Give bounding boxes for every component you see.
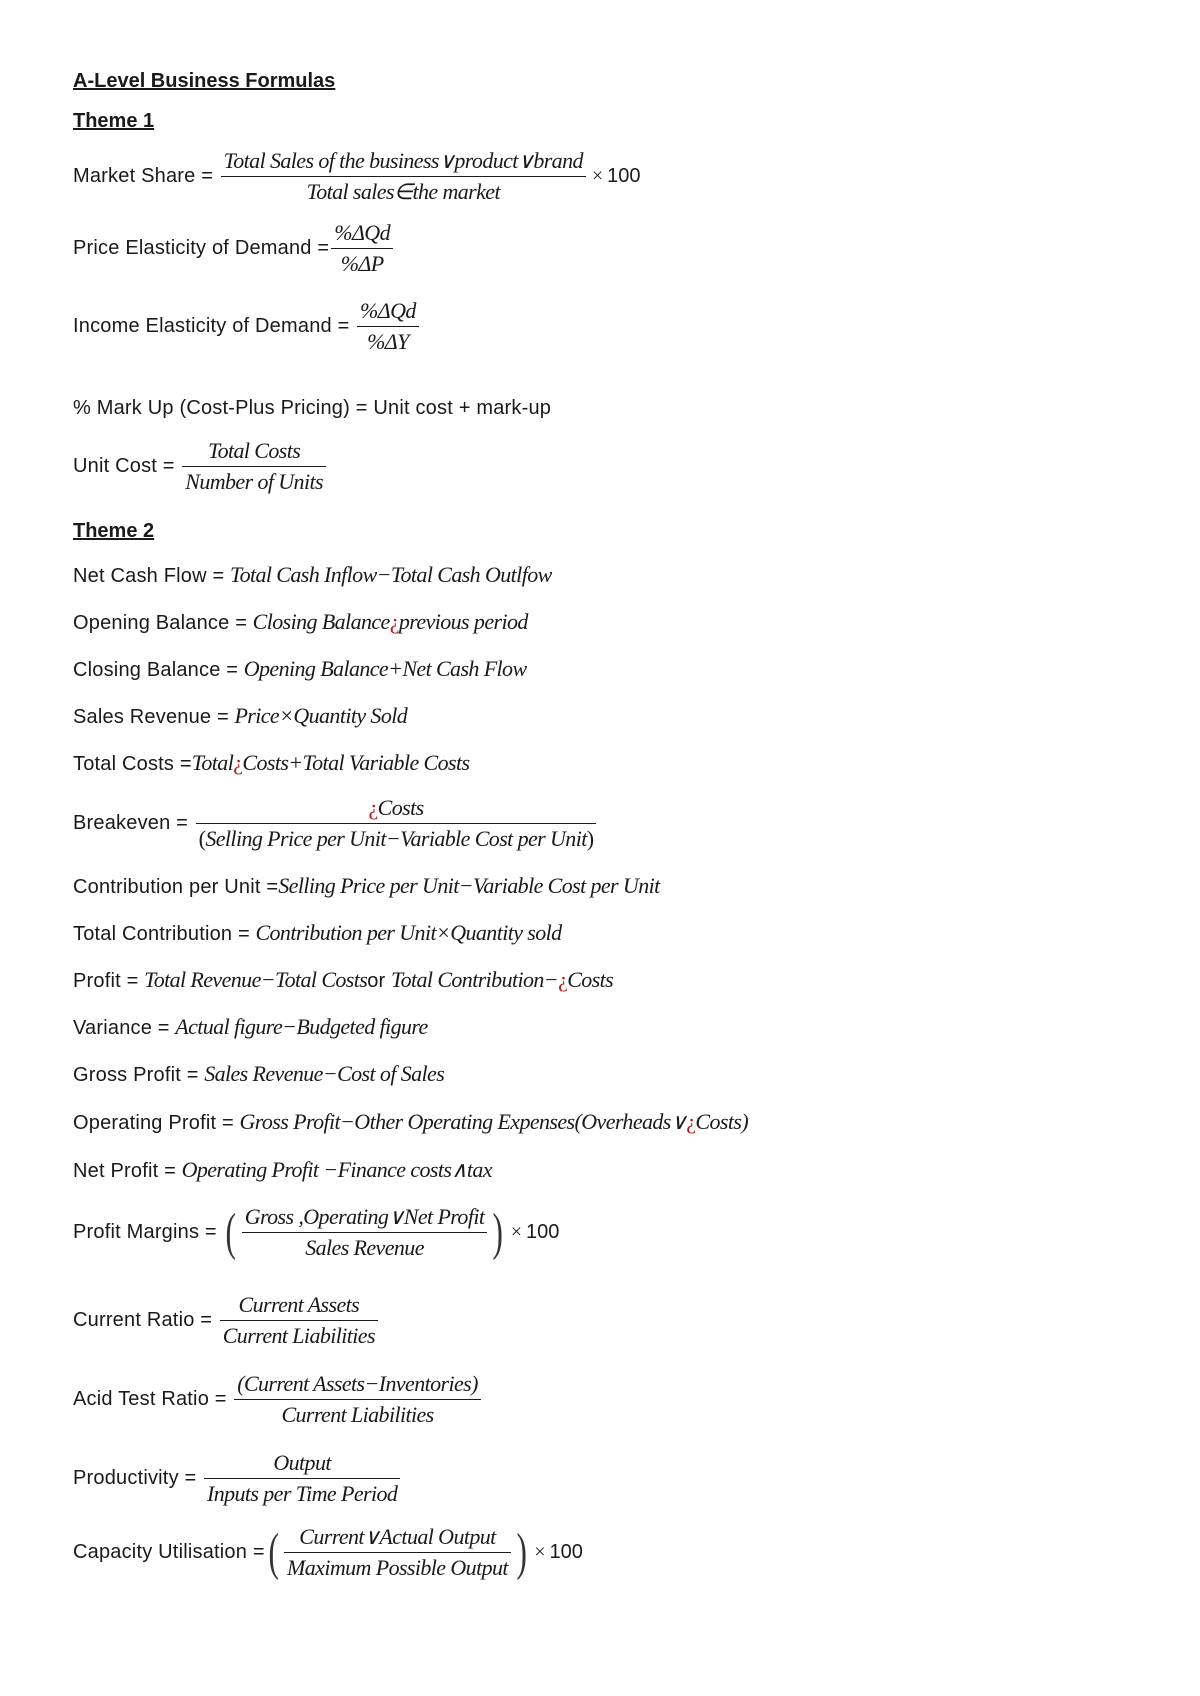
fraction: [182, 438, 326, 495]
factor: 100: [549, 1540, 583, 1563]
formula-acid-test-ratio: [73, 1371, 483, 1428]
formula-label: Opening Balance =: [73, 612, 248, 634]
numerator: Current∨Actual Output: [284, 1524, 511, 1553]
fraction: [220, 1292, 378, 1349]
denominator: Current Liabilities: [222, 1323, 375, 1348]
fraction: [242, 1204, 488, 1261]
numerator: %ΔQd: [331, 220, 393, 249]
formula-total-contribution: [73, 920, 562, 946]
unrendered-symbol: ¿: [686, 1109, 696, 1134]
formula-expression: Price×Quantity Sold: [234, 703, 408, 728]
formula-unit-cost: [73, 438, 328, 495]
formula-variance: [73, 1014, 428, 1040]
formula-current-ratio: [73, 1292, 380, 1349]
formula-label: Variance =: [73, 1017, 170, 1039]
numerator: Total Sales of the business∨product∨brand: [221, 148, 586, 177]
open-paren: (: [268, 1523, 279, 1581]
numerator: Total Costs: [182, 438, 326, 467]
fraction: [196, 795, 597, 852]
formula-expression: Sales Revenue−Cost of Sales: [204, 1061, 445, 1086]
close-paren: ): [516, 1523, 527, 1581]
formula-expression: [239, 1109, 748, 1134]
expression-part: Closing Balance: [252, 609, 390, 634]
formula-label: Closing Balance =: [73, 659, 239, 681]
close-paren: ): [492, 1203, 504, 1261]
formula-expression: Actual figure−Budgeted figure: [175, 1014, 428, 1039]
formula-income-elasticity: [73, 298, 421, 355]
formula-label: Profit Margins =: [73, 1220, 217, 1243]
formula-operating-profit: [73, 1109, 748, 1135]
formula-market-share: [73, 148, 641, 205]
numerator: %ΔQd: [357, 298, 419, 327]
formula-profit: [73, 967, 613, 993]
unrendered-symbol: ¿: [233, 750, 243, 775]
fraction: [357, 298, 419, 355]
numerator: (Current Assets−Inventories): [234, 1371, 481, 1400]
formula-expression: Contribution per Unit×Quantity sold: [255, 920, 562, 945]
expression-part: Gross Profit−Other Operating Expenses(Overheads∨: [239, 1109, 687, 1134]
denominator: Number of Units: [185, 469, 323, 494]
expression-part: Costs): [695, 1109, 749, 1134]
or-word: or: [367, 970, 386, 992]
factor: 100: [607, 164, 641, 187]
numerator: Output: [204, 1450, 400, 1479]
fraction: [234, 1371, 481, 1428]
formula-label: Gross Profit =: [73, 1064, 199, 1086]
formula-expression: Opening Balance+Net Cash Flow: [243, 656, 527, 681]
formula-label: Productivity =: [73, 1466, 197, 1489]
expression-part: Total: [191, 750, 234, 775]
expression-part: Costs+Total Variable Costs: [242, 750, 470, 775]
denominator: Total sales∈the market: [306, 179, 500, 204]
expression-part: Total Contribution−: [390, 967, 559, 992]
formula-capacity-utilisation: [73, 1524, 583, 1581]
expression-part: previous period: [398, 609, 528, 634]
denominator: Maximum Possible Output: [287, 1555, 508, 1580]
expression-part: Total Revenue−Total Costs: [144, 967, 368, 992]
formula-label: Net Cash Flow =: [73, 565, 225, 587]
formula-expression: Operating Profit −Finance costs∧tax: [181, 1157, 492, 1182]
formula-expression: [391, 967, 613, 992]
formula-sales-revenue: [73, 703, 407, 729]
unrendered-symbol: ¿: [558, 967, 568, 992]
times-sign: ×: [510, 1220, 522, 1243]
fraction: [204, 1450, 400, 1507]
fraction: [221, 148, 586, 205]
formula-opening-balance: [73, 609, 528, 635]
document-title: A-Level Business Formulas: [73, 70, 336, 92]
denominator: Sales Revenue: [305, 1235, 424, 1260]
formula-label: Total Costs =: [73, 753, 192, 775]
formula-label: Total Contribution =: [73, 923, 250, 945]
formula-label: Acid Test Ratio =: [73, 1387, 227, 1410]
formula-label: Income Elasticity of Demand =: [73, 314, 350, 337]
times-sign: ×: [534, 1540, 546, 1563]
numerator: Current Assets: [220, 1292, 378, 1321]
unrendered-symbol: ¿: [368, 795, 378, 820]
formula-expression: [192, 750, 470, 775]
formula-label: Net Profit =: [73, 1160, 176, 1182]
open-paren: (: [198, 826, 206, 851]
factor: 100: [525, 1220, 560, 1243]
formula-expression: Selling Price per Unit−Variable Cost per Unit: [278, 873, 660, 898]
formula-label: Market Share =: [73, 164, 214, 187]
formula-breakeven: [73, 795, 598, 852]
unrendered-symbol: ¿: [389, 609, 399, 634]
formula-label: Capacity Utilisation =: [73, 1540, 265, 1563]
formula-closing-balance: [73, 656, 527, 682]
formula-net-cash-flow: [73, 562, 552, 588]
denominator: Current Liabilities: [281, 1402, 434, 1427]
close-paren: ): [586, 826, 594, 851]
fraction: [331, 220, 393, 277]
denominator: %ΔP: [340, 251, 384, 276]
formula-label: Profit =: [73, 970, 139, 992]
formula-expression: Total Cash Inflow−Total Cash Outlfow: [229, 562, 552, 587]
formula-expression: [253, 609, 528, 634]
formula-total-costs: [73, 750, 469, 776]
formula-label: Unit Cost =: [73, 454, 175, 477]
numerator: [196, 795, 597, 824]
theme-2-heading: Theme 2: [73, 520, 155, 542]
denominator: Inputs per Time Period: [206, 1481, 398, 1506]
formula-price-elasticity: [73, 220, 395, 277]
numerator: Gross ,Operating∨Net Profit: [242, 1204, 488, 1233]
formula-label: Operating Profit =: [73, 1112, 234, 1134]
formula-gross-profit: [73, 1061, 444, 1087]
fraction: [284, 1524, 511, 1581]
open-paren: (: [225, 1203, 237, 1261]
formula-label: Price Elasticity of Demand =: [73, 236, 330, 259]
expression-part: Costs: [567, 967, 614, 992]
times-sign: ×: [591, 164, 604, 187]
formula-label: Breakeven =: [73, 811, 189, 834]
formula-mark-up: % Mark Up (Cost-Plus Pricing) = Unit cost + mark-up: [73, 397, 552, 419]
formula-productivity: [73, 1450, 402, 1507]
formula-label: Current Ratio =: [73, 1308, 213, 1331]
formula-label: Sales Revenue =: [73, 706, 229, 728]
denominator-text: Selling Price per Unit−Variable Cost per Unit: [205, 826, 587, 851]
formula-contribution-per-unit: [73, 873, 660, 899]
numerator-text: Costs: [377, 795, 424, 820]
formula-profit-margins: [73, 1204, 559, 1261]
denominator: [196, 824, 597, 852]
formula-label: Contribution per Unit =: [73, 876, 279, 898]
theme-1-heading: Theme 1: [73, 110, 155, 132]
denominator: %ΔY: [367, 329, 409, 354]
formula-net-profit: [73, 1157, 492, 1183]
